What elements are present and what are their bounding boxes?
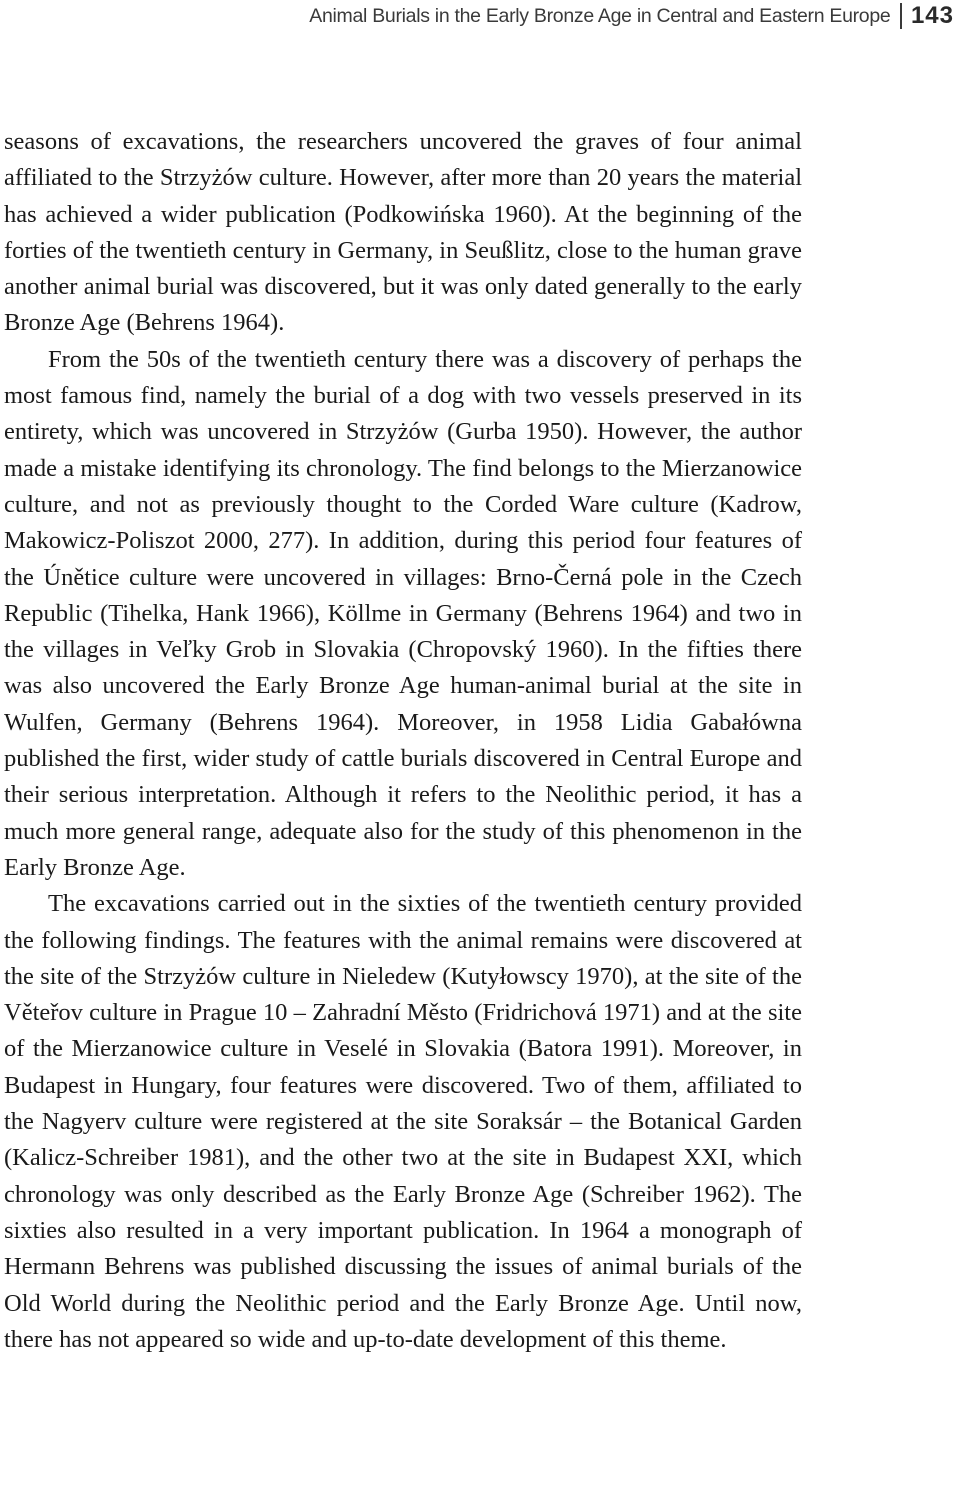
paragraph: The excavations carried out in the sixties of the twentieth century provided the following findings. The features with the animal remains were discovered at the site of the Strzyżów culture in Nieledew (Kutyłowscy 1970), at the site of the Věteřov culture in Prague 10 – Zahradní Město (Fridrichová 1971) and at the site of the Mierzanowice culture in Veselé in Slovakia (Batora 1991). Moreover, in Budapest in Hungary, four features were discovered. Two of them, affiliated to the Nagyerv culture were registered at the site Soraksár – the Botanical Garden (Kalicz-Schreiber 1981), and the other two at the site in Budapest XXI, which chronology was only described as the Early Bronze Age (Schreiber 1962). The sixties also resulted in a very important publication. In 1964 a monograph of Hermann Behrens was published discussing the issues of animal burials of the Old World during the Neolithic period and the Early Bronze Age. Until now, there has not appeared so wide and up-to-date development of this theme. bbox=[4, 890, 802, 1353]
paragraph: From the 50s of the twentieth century there was a discovery of perhaps the most famous find, namely the burial of a dog with two vessels preserved in its entirety, which was uncovered in Strzyżów (Gurba 1950). However, the author made a mistake identifying its chronology. The find belongs to the Mierzanowice culture, and not as previously thought to the Corded Ware culture (Kadrow, Makowicz-Poliszot 2000, 277). In addition, during this period four features of the Únětice culture were uncovered in villages: Brno-Černá pole in the Czech Republic (Tihelka, Hank 1966), Köllme in Germany (Behrens 1964) and two in the villages in Veľky Grob in Slovakia (Chropovský 1960). In the fifties there was also uncovered the Early Bronze Age human-animal burial at the site in Wulfen, Germany (Behrens 1964). Moreover, in 1958 Lidia Gabałówna published the first, wider study of cattle burials discovered in Central Europe and their serious interpretation. Although it refers to the Neolithic period, it has a much more general range, adequate also for the study of this phenomenon in the Early Bronze Age. bbox=[4, 345, 802, 881]
paragraph-continued: seasons of excavations, the researchers uncovered the graves of four animal affiliated to the Strzyżów culture. However, after more than 20 years the material has achieved a wider publication (Podkowińska 1960). At the beginning of the forties of the twentieth century in Germany, in Seußlitz, close to the human grave another animal burial was discovered, but it was only dated generally to the early Bronze Age (Behrens 1964). bbox=[4, 128, 802, 337]
page-number: 143 bbox=[910, 2, 954, 29]
running-header bbox=[309, 0, 960, 32]
header-divider bbox=[900, 3, 902, 29]
body-text bbox=[4, 124, 802, 1358]
running-title: Animal Burials in the Early Bronze Age in Central and Eastern Europe bbox=[309, 4, 891, 27]
